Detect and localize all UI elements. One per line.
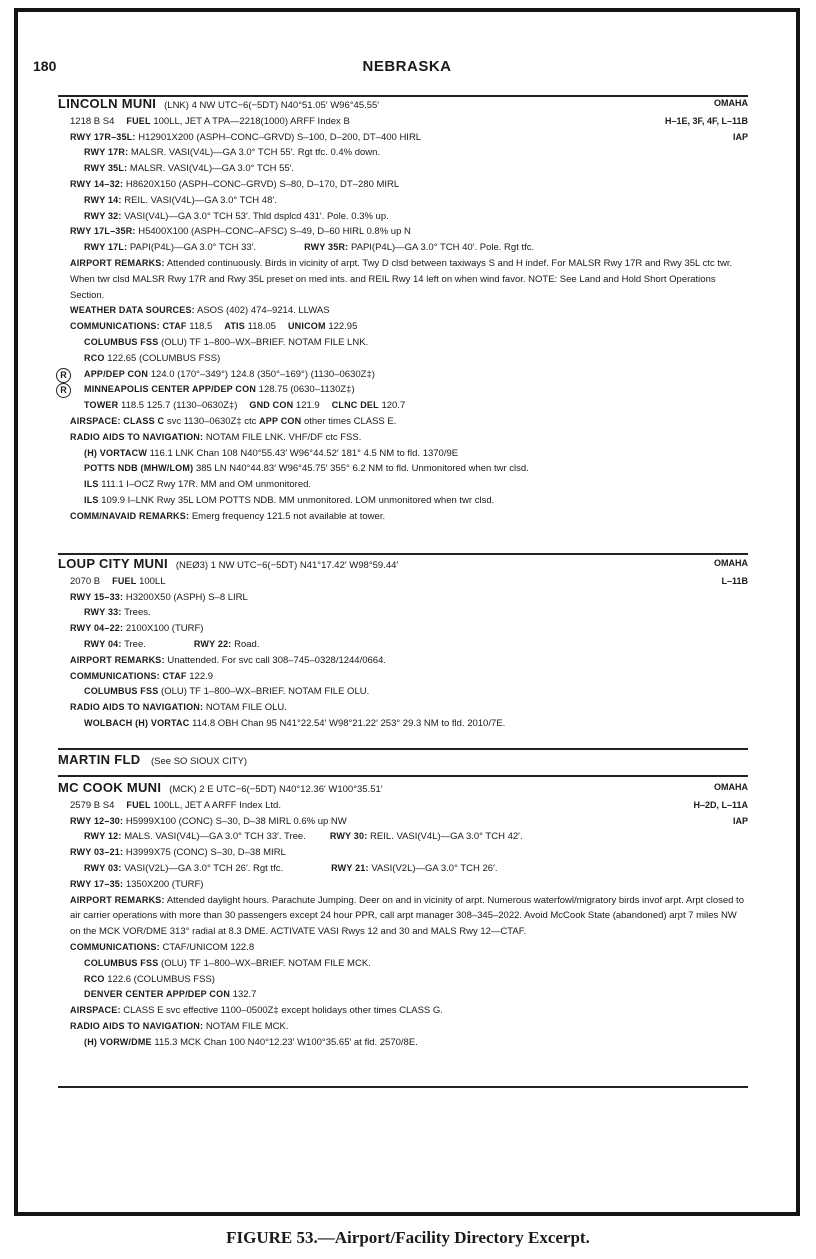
- runway-end: MALS. VASI(V4L)—GA 3.0° TCH 33′. Tree.: [124, 831, 306, 843]
- airport-header: (MCK) 2 E UTC−6(−5DT) N40°12.36′ W100°35.51′: [169, 784, 383, 795]
- unicom: 122.95: [328, 321, 358, 333]
- divider: [58, 775, 748, 777]
- center: 128.75 (0630–1130Z‡): [258, 384, 355, 396]
- runway-end-label: RWY 04:: [84, 638, 122, 649]
- airspace-label: AIRSPACE:: [70, 1005, 121, 1016]
- airspace-label: AIRSPACE:: [70, 415, 121, 426]
- vor: 114.8 OBH Chan 95 N41°22.54′ W98°21.22′ 253° 29.3 NM to fld. 2010/7E.: [192, 717, 506, 729]
- fuel: 100LL, JET A ARFF Index Ltd.: [153, 799, 281, 811]
- runway: H5400X100 (ASPH–CONC–AFSC) S–49, D–60 HIRL 0.8% up N: [138, 226, 411, 238]
- divider: [58, 748, 748, 750]
- runway-end-label: RWY 17L:: [84, 242, 128, 253]
- clearance-label: CLNC DEL: [331, 400, 379, 411]
- airport-header: (NEØ3) 1 NW UTC−6(−5DT) N41°17.42′ W98°59.44′: [175, 560, 399, 571]
- figure-caption: FIGURE 53.—Airport/Facility Directory Excerpt.: [226, 1228, 590, 1247]
- center-label: MINNEAPOLIS CENTER APP/DEP CON: [84, 384, 257, 395]
- runway-end: VASI(V2L)—GA 3.0° TCH 26′.: [371, 862, 498, 874]
- airport-name: LOUP CITY MUNI: [58, 556, 168, 571]
- runway: H3200X50 (ASPH) S–8 LIRL: [125, 591, 248, 603]
- fss-label: COLUMBUS FSS: [84, 686, 159, 697]
- divider: [58, 1086, 748, 1088]
- navaid: NOTAM FILE MCK.: [205, 1020, 289, 1032]
- rco: 122.65 (COLUMBUS FSS): [107, 352, 221, 364]
- airport-header: (LNK) 4 NW UTC−6(−5DT) N40°51.05′ W96°45.55′: [164, 100, 380, 111]
- ndb: 385 LN N40°44.83′ W96°45.75′ 355° 6.2 NM to fld. Unmonitored when twr clsd.: [195, 463, 529, 475]
- ground-label: GND CON: [249, 400, 294, 411]
- runway-end: VASI(V2L)—GA 3.0° TCH 26′. Rgt tfc.: [124, 862, 284, 874]
- runway-end: VASI(V4L)—GA 3.0° TCH 53′. Thld dsplcd 431′. Pole. 0.3% up.: [124, 210, 389, 222]
- runway-end: PAPI(P4L)—GA 3.0° TCH 40′. Pole. Rgt tfc.: [350, 242, 535, 254]
- divider: [58, 553, 748, 555]
- iap: IAP: [732, 815, 748, 826]
- runway: H5999X100 (CONC) S–30, D–38 MIRL 0.6% up NW: [125, 815, 347, 827]
- airport-remarks: Attended daylight hours. Parachute Jumping. Deer on and in vicinity of arpt. Numerous waterfowl/migratory birds invof arpt. Arpt closed to air carrier operations with more than 30 passengers except 24 hour PPR, call arpt manager 308–345–2022. Avoid McCook State (abandoned) arpt 7 miles NW on the MCK VOR/DME 313° radial at 8.3 DME. ACTIVATE VASI Rwys 12 and 30 and MALS Rwy 12—CTAF.: [70, 894, 744, 938]
- runway-label: RWY 17–35:: [70, 878, 124, 889]
- fss-label: COLUMBUS FSS: [84, 957, 159, 968]
- ctaf-label: CTAF: [162, 670, 187, 681]
- ground: 121.9: [295, 400, 320, 412]
- charts: H–2D, L–11A: [693, 799, 748, 810]
- charts: L–11B: [721, 575, 748, 586]
- runway-end-label: RWY 17R:: [84, 147, 129, 158]
- ils: 111.1 I–OCZ Rwy 17R. MM and OM unmonitored.: [101, 479, 312, 491]
- remarks-label: AIRPORT REMARKS:: [70, 654, 165, 665]
- runway-end: PAPI(P4L)—GA 3.0° TCH 33′.: [129, 242, 257, 254]
- charts: H–1E, 3F, 4F, L–11B: [664, 115, 748, 126]
- runway-end-label: RWY 22:: [193, 638, 232, 649]
- navaid: NOTAM FILE LNK. VHF/DF ctc FSS.: [205, 431, 362, 443]
- airport-name: LINCOLN MUNI: [58, 96, 157, 111]
- runway-end-label: RWY 12:: [84, 831, 122, 842]
- ctaf-label: CTAF: [162, 321, 187, 332]
- center-label: DENVER CENTER APP/DEP CON: [84, 989, 231, 1000]
- app-dep-label: APP/DEP CON: [84, 368, 149, 379]
- region: OMAHA: [714, 782, 748, 792]
- runway-end-label: RWY 30:: [329, 831, 368, 842]
- iap: IAP: [732, 131, 748, 142]
- airport-remarks: Attended continuously. Birds in vicinity of arpt. Twy D clsd between taxiways S and H indef. For MALSR Rwy 17R and Rwy 35L ctc twr. When twr clsd MALSR Rwy 17R and Rwy 35L preset on med ints. and REIL Rwy 14 left on when wind favor. NOTE: See Land and Hold Short Operations Section.: [70, 257, 733, 301]
- runway-end: Road.: [234, 638, 260, 650]
- radar-icon: R: [56, 383, 71, 398]
- elevation: 2579 B S4: [70, 799, 115, 811]
- airspace: svc 1130–0630Z‡ ctc: [166, 415, 257, 427]
- tower-label: TOWER: [84, 400, 119, 411]
- vor: 115.3 MCK Chan 100 N40°12.23′ W100°35.65′ at fld. 2570/8E.: [154, 1036, 418, 1048]
- runway-end: Trees.: [124, 607, 151, 619]
- airspace: CLASS E svc effective 1100–0500Z‡ except holidays other times CLASS G.: [123, 1005, 443, 1017]
- fuel: 100LL, JET A TPA—2218(1000) ARFF Index B: [153, 115, 350, 127]
- runway-end-label: RWY 32:: [84, 210, 122, 221]
- runway-label: RWY 03–21:: [70, 847, 124, 858]
- navaid-label: RADIO AIDS TO NAVIGATION:: [70, 431, 204, 442]
- runway-end-label: RWY 14:: [84, 194, 122, 205]
- ils: 109.9 I–LNK Rwy 35L LOM POTTS NDB. MM unmonitored. LOM unmonitored when twr clsd.: [101, 494, 495, 506]
- weather-label: WEATHER DATA SOURCES:: [70, 305, 195, 316]
- runway-end-label: RWY 33:: [84, 607, 122, 618]
- fuel: 100LL: [139, 575, 166, 587]
- runway-label: RWY 17L–35R:: [70, 226, 136, 237]
- airport-name: MARTIN FLD: [58, 752, 141, 767]
- vor-label: (H) VORW/DME: [84, 1036, 152, 1047]
- communications-label: COMMUNICATIONS:: [70, 941, 160, 952]
- runway: H12901X200 (ASPH–CONC–GRVD) S–100, D–200, DT–400 HIRL: [138, 131, 422, 143]
- page-number: 180: [33, 58, 57, 74]
- entry-loup-city-muni: [58, 556, 748, 732]
- runway-end: MALSR. VASI(V4L)—GA 3.0° TCH 55′. Rgt tfc. 0.4% down.: [130, 147, 381, 159]
- runway-label: RWY 15–33:: [70, 591, 124, 602]
- airport-name: MC COOK MUNI: [58, 780, 162, 795]
- atis: 118.05: [247, 321, 276, 333]
- elevation: 2070 B: [70, 575, 101, 587]
- runway-label: RWY 17R–35L:: [70, 131, 136, 142]
- ctaf-unicom: CTAF/UNICOM 122.8: [162, 941, 255, 953]
- page-title: NEBRASKA: [362, 58, 452, 75]
- runway: 2100X100 (TURF): [125, 623, 204, 635]
- weather-sources: ASOS (402) 474–9214. LLWAS: [197, 305, 330, 317]
- runway: H3999X75 (CONC) S–30, D–38 MIRL: [125, 847, 286, 859]
- comm-navaid-label: COMM/NAVAID REMARKS:: [70, 510, 190, 521]
- runway-end: REIL. VASI(V4L)—GA 3.0° TCH 48′.: [124, 194, 277, 206]
- fss: (OLU) TF 1–800–WX–BRIEF. NOTAM FILE LNK.: [161, 336, 369, 348]
- runway-label: RWY 12–30:: [70, 815, 124, 826]
- tower: 118.5 125.7 (1130–0630Z‡): [120, 400, 238, 412]
- vor-label: WOLBACH (H) VORTAC: [84, 717, 190, 728]
- navaid-label: RADIO AIDS TO NAVIGATION:: [70, 702, 204, 713]
- rco-label: RCO: [84, 352, 105, 363]
- runway: 1350X200 (TURF): [125, 878, 204, 890]
- runway-end: REIL. VASI(V4L)—GA 3.0° TCH 42′.: [370, 831, 523, 843]
- entry-mc-cook-muni: [58, 780, 748, 1051]
- radar-icon: R: [56, 368, 71, 383]
- airspace-other: other times CLASS E.: [303, 415, 397, 427]
- runway-end-label: RWY 35L:: [84, 163, 128, 174]
- entry-lincoln-muni: [58, 96, 748, 525]
- rco: 122.6 (COLUMBUS FSS): [107, 973, 215, 985]
- elevation: 1218 B S4: [70, 115, 115, 127]
- fss: (OLU) TF 1–800–WX–BRIEF. NOTAM FILE OLU.: [161, 686, 370, 698]
- unicom-label: UNICOM: [287, 321, 326, 332]
- center: 132.7: [232, 989, 257, 1001]
- fss: (OLU) TF 1–800–WX–BRIEF. NOTAM FILE MCK.: [161, 957, 371, 969]
- runway-label: RWY 04–22:: [70, 623, 124, 634]
- region: OMAHA: [714, 98, 748, 108]
- entry-martin-fld: [58, 752, 748, 770]
- fuel-label: FUEL: [126, 799, 151, 810]
- communications-label: COMMUNICATIONS:: [70, 321, 160, 332]
- runway: H8620X150 (ASPH–CONC–GRVD) S–80, D–170, DT–280 MIRL: [125, 178, 400, 190]
- remarks-label: AIRPORT REMARKS:: [70, 894, 165, 905]
- runway-end-label: RWY 03:: [84, 862, 122, 873]
- runway-label: RWY 14–32:: [70, 178, 124, 189]
- ils-label: ILS: [84, 494, 99, 505]
- airport-remarks: Unattended. For svc call 308–745–0328/1244/0664.: [167, 654, 387, 666]
- cross-reference: (See SO SIOUX CITY): [151, 756, 248, 767]
- clearance: 120.7: [381, 400, 406, 412]
- communications-label: COMMUNICATIONS:: [70, 670, 160, 681]
- navaid: NOTAM FILE OLU.: [205, 702, 287, 714]
- vor: 116.1 LNK Chan 108 N40°55.43′ W96°44.52′ 181° 4.5 NM to fld. 1370/9E: [149, 447, 459, 459]
- fss-label: COLUMBUS FSS: [84, 336, 159, 347]
- region: OMAHA: [714, 558, 748, 568]
- ils-label: ILS: [84, 479, 99, 490]
- remarks-label: AIRPORT REMARKS:: [70, 257, 165, 268]
- navaid-label: RADIO AIDS TO NAVIGATION:: [70, 1020, 204, 1031]
- ndb-label: POTTS NDB (MHW/LOM): [84, 463, 194, 474]
- app-con-label: APP CON: [259, 415, 302, 426]
- rco-label: RCO: [84, 973, 105, 984]
- ctaf: 118.5: [189, 321, 213, 333]
- runway-end: Tree.: [124, 638, 146, 650]
- app-dep: 124.0 (170°–349°) 124.8 (350°–169°) (1130–0630Z‡): [150, 368, 375, 380]
- ctaf: 122.9: [189, 670, 214, 682]
- runway-end-label: RWY 21:: [331, 862, 369, 873]
- fuel-label: FUEL: [112, 575, 137, 586]
- airspace-class: CLASS C: [123, 415, 165, 426]
- atis-label: ATIS: [224, 321, 245, 332]
- vor-label: (H) VORTACW: [84, 447, 148, 458]
- comm-navaid-remarks: Emerg frequency 121.5 not available at tower.: [191, 510, 386, 522]
- runway-end-label: RWY 35R:: [304, 242, 349, 253]
- fuel-label: FUEL: [126, 115, 151, 126]
- runway-end: MALSR. VASI(V4L)—GA 3.0° TCH 55′.: [129, 163, 295, 175]
